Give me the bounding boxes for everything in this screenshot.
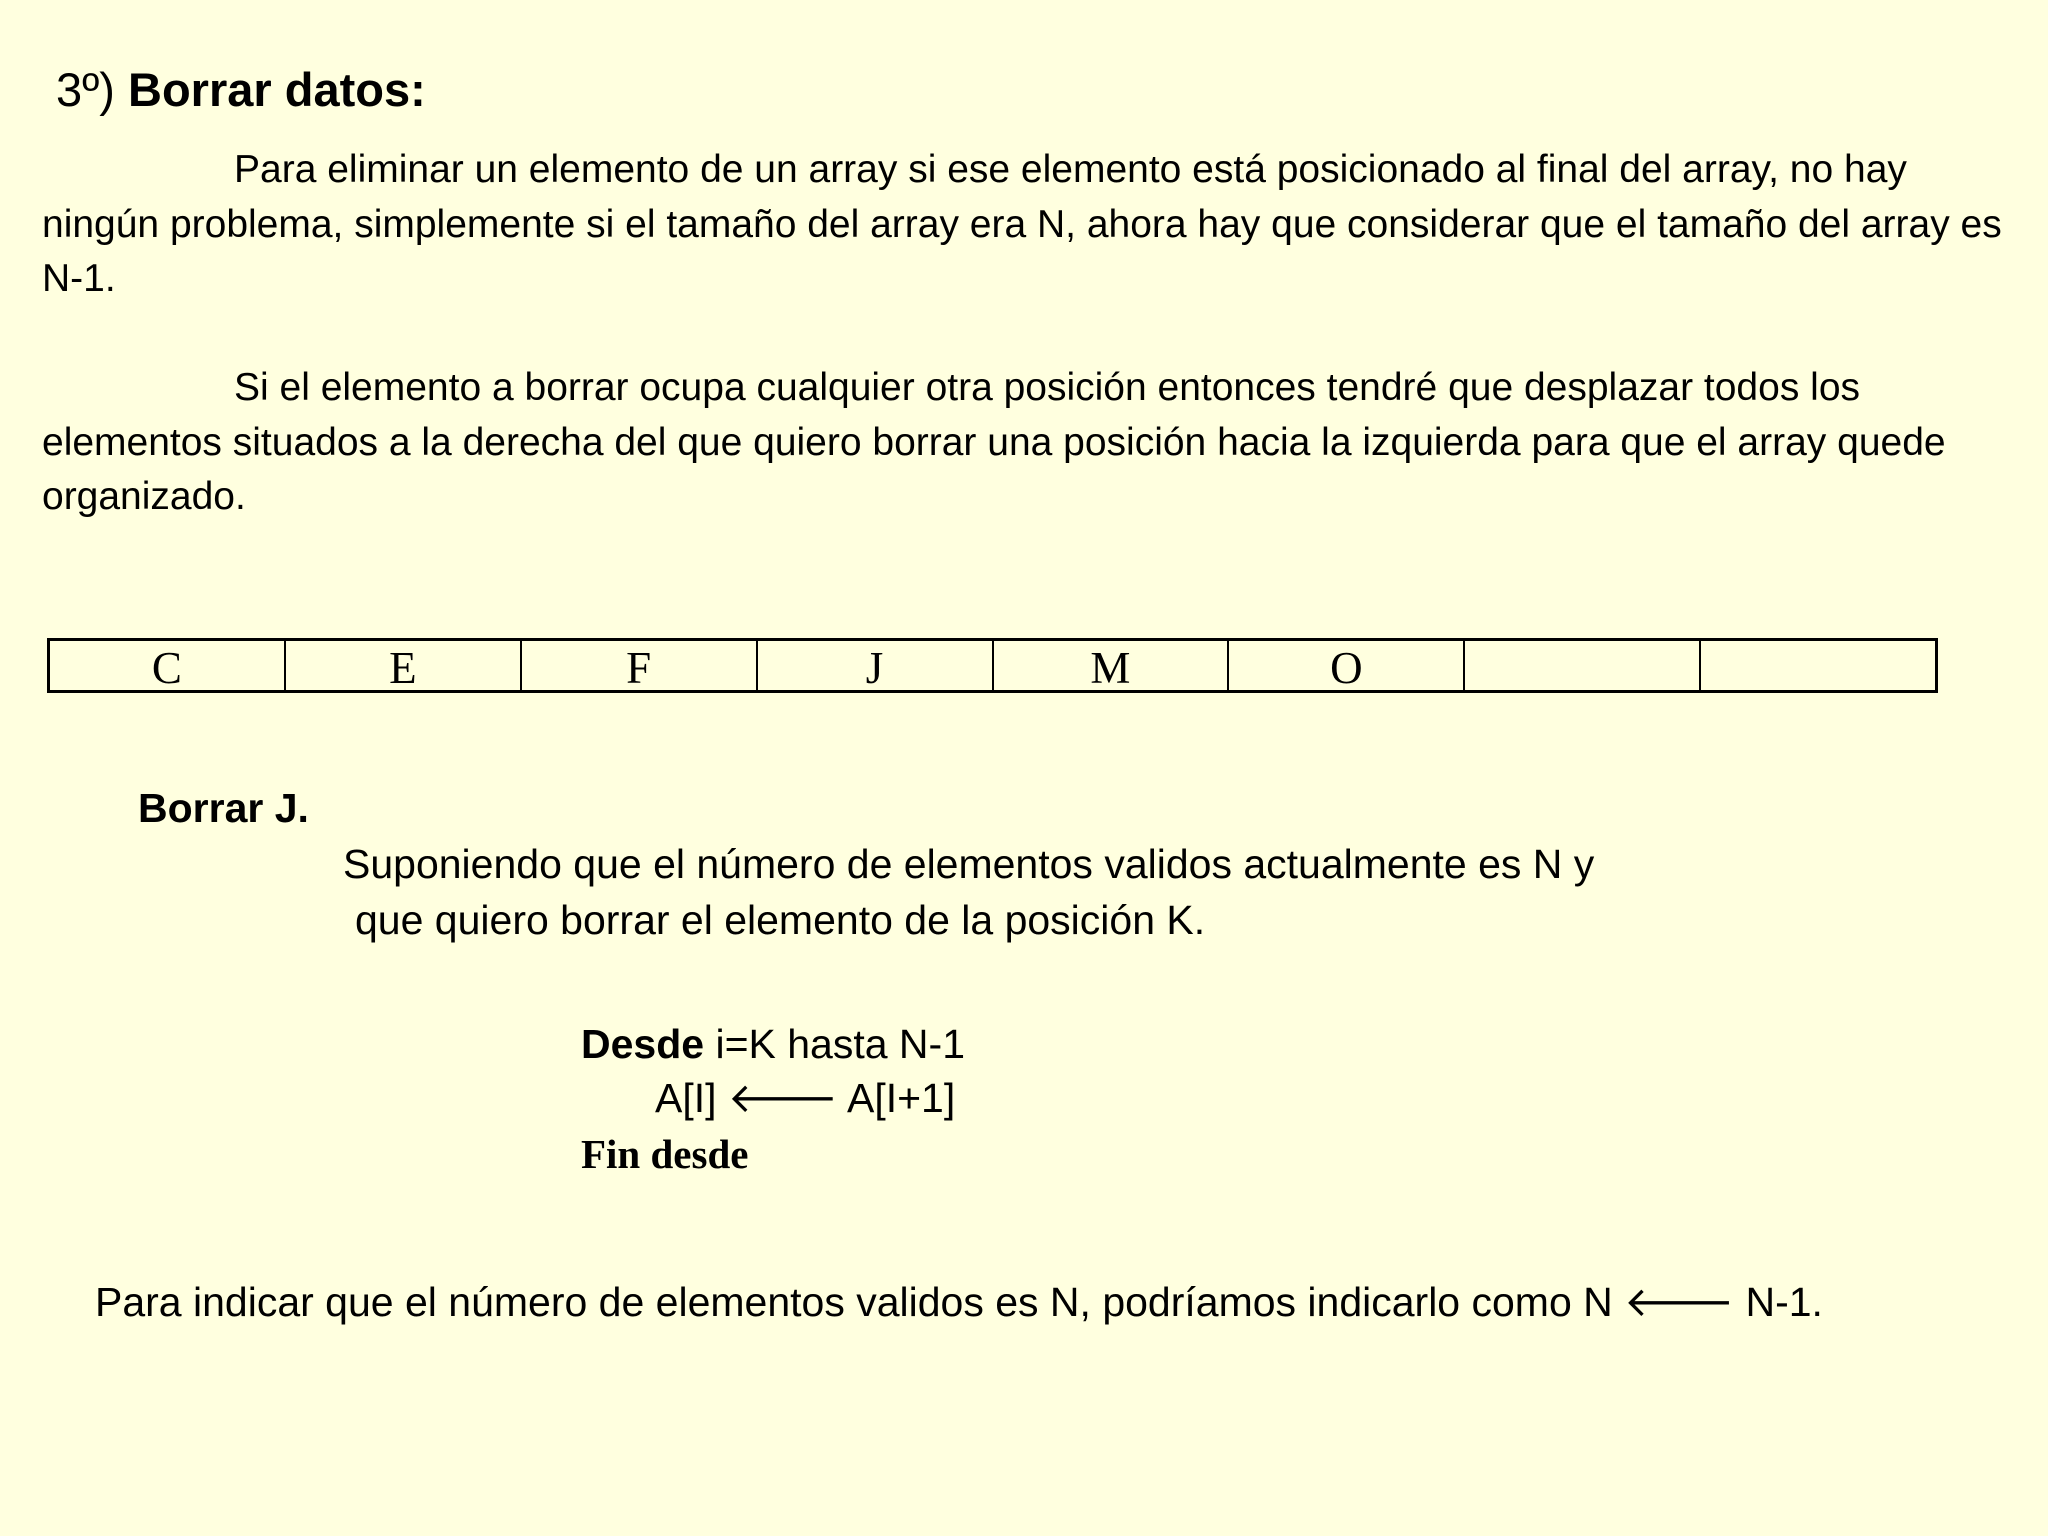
array-cell	[1701, 641, 1935, 690]
paragraph-delete-middle	[42, 361, 2032, 525]
array-cell: C	[50, 641, 286, 690]
array-cell: O	[1229, 641, 1465, 690]
section-title-label: Borrar datos:	[128, 63, 426, 116]
section-title	[56, 62, 426, 118]
array-cell: E	[286, 641, 522, 690]
pseudocode-end: Fin desde	[581, 1131, 749, 1177]
pseudocode-range: i=K hasta N-1	[704, 1021, 965, 1067]
paragraph2-text: Si el elemento a borrar ocupa cualquier otra posición entonces tendré que desplazar todos los elementos situados a la derecha del que quiero borrar una posición hacia la izquierda para que el array quede organizado.	[42, 366, 1946, 518]
array-cell	[1465, 641, 1701, 690]
paragraph-delete-end	[42, 143, 2032, 307]
conclusion-text: Para indicar que el número de elementos validos es N, podríamos indicarlo como N 🡐 N-1.	[95, 1279, 1823, 1325]
pseudocode-loop-header	[581, 1017, 965, 1071]
example-heading: Borrar J.	[138, 785, 309, 831]
array-cell: J	[758, 641, 994, 690]
section-number: 3º)	[56, 63, 115, 116]
pseudocode-body: A[I] 🡐 A[I+1]	[655, 1075, 956, 1121]
array-cell: M	[994, 641, 1230, 690]
paragraph1-text: Para eliminar un elemento de un array si ese elemento está posicionado al final del array, no hay ningún problema, simplemente si el tamaño del array era N, ahora hay que considerar que el tamaño del array es N-1.	[42, 148, 2002, 300]
example-line-1: Suponiendo que el número de elementos validos actualmente es N y	[343, 841, 1595, 887]
array-diagram	[47, 638, 1938, 693]
pseudocode-keyword: Desde	[581, 1021, 705, 1067]
example-line-2: que quiero borrar el elemento de la posición K.	[355, 897, 1206, 943]
array-cell: F	[522, 641, 758, 690]
